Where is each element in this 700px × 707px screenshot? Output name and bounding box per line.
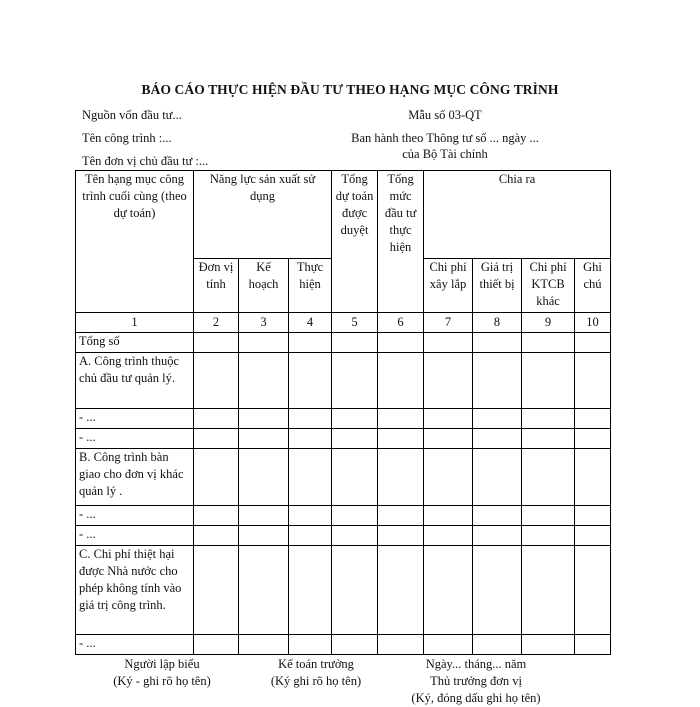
header-total-investment: Tổng mức đầu tư thực hiện: [378, 171, 424, 313]
header-total-estimate: Tổng dự toán được duyệt: [332, 171, 378, 313]
header-construction-cost: Chi phí xây lắp: [424, 259, 473, 313]
table-row: [76, 353, 611, 409]
head-of-unit-note: (Ký, đóng dấu ghi họ tên): [411, 691, 541, 705]
row-label: - ...: [76, 635, 194, 655]
table-row: [76, 429, 611, 449]
column-number: 4: [289, 313, 332, 333]
table-row: [76, 449, 611, 506]
preparer-note: (Ký - ghi rõ họ tên): [113, 674, 211, 688]
column-number: 9: [522, 313, 575, 333]
header-plan: Kế hoạch: [239, 259, 289, 313]
column-number-row: [76, 313, 611, 333]
row-label: C. Chi phí thiệt hại được Nhà nước cho phép không tính vào giá trị công trình.: [76, 546, 194, 635]
row-label: B. Công trình bàn giao cho đơn vị khác quản lý .: [76, 449, 194, 506]
row-label: - ...: [76, 429, 194, 449]
report-table: [75, 170, 611, 655]
row-label: A. Công trình thuộc chủ đầu tư quản lý.: [76, 353, 194, 409]
column-number: 7: [424, 313, 473, 333]
chief-accountant-title: Kế toán trưởng: [278, 657, 354, 671]
table-row: [76, 635, 611, 655]
issued-by-line-1: Ban hành theo Thông tư số ... ngày ...: [351, 131, 539, 145]
investor-name-label: Tên đơn vị chủ đầu tư :...: [82, 154, 209, 168]
form-number: Mẫu số 03-QT: [408, 108, 482, 122]
chief-accountant-note: (Ký ghi rõ họ tên): [270, 674, 362, 688]
header-breakdown: Chia ra: [424, 171, 611, 259]
head-of-unit-title: Thủ trưởng đơn vị: [430, 674, 522, 688]
signature-head-of-unit: [396, 656, 556, 707]
issued-by-line-2: của Bộ Tài chính: [402, 147, 488, 161]
column-number: 8: [473, 313, 522, 333]
header-equipment-value: Giá trị thiết bị: [473, 259, 522, 313]
header-item-name: Tên hạng mục công trình cuối cùng (theo dự toán): [76, 171, 194, 313]
report-title: BÁO CÁO THỰC HIỆN ĐẦU TƯ THEO HẠNG MỤC CÔNG TRÌNH: [141, 82, 559, 97]
row-label: Tổng số: [76, 333, 194, 353]
header-actual: Thực hiện: [289, 259, 332, 313]
date-line: Ngày... tháng... năm: [425, 657, 527, 671]
signature-preparer: [92, 656, 232, 690]
column-number: 6: [378, 313, 424, 333]
table-row: [76, 333, 611, 353]
column-number: 2: [194, 313, 239, 333]
signature-chief-accountant: [246, 656, 386, 690]
column-number: 10: [575, 313, 611, 333]
funding-source-label: Nguồn vốn đầu tư...: [82, 108, 182, 122]
project-name-label: Tên công trình :...: [82, 131, 172, 145]
row-label: - ...: [76, 526, 194, 546]
table-row: [76, 506, 611, 526]
header-unit: Đơn vị tính: [194, 259, 239, 313]
row-label: - ...: [76, 409, 194, 429]
row-label: - ...: [76, 506, 194, 526]
table-row: [76, 526, 611, 546]
table-row: [76, 409, 611, 429]
header-capacity: Năng lực sản xuất sử dụng: [194, 171, 332, 259]
table-row: [76, 546, 611, 635]
column-number: 5: [332, 313, 378, 333]
header-note: Ghi chú: [575, 259, 611, 313]
header-other-cost: Chi phí KTCB khác: [522, 259, 575, 313]
column-number: 3: [239, 313, 289, 333]
preparer-title: Người lập biểu: [124, 657, 200, 671]
column-number: 1: [76, 313, 194, 333]
